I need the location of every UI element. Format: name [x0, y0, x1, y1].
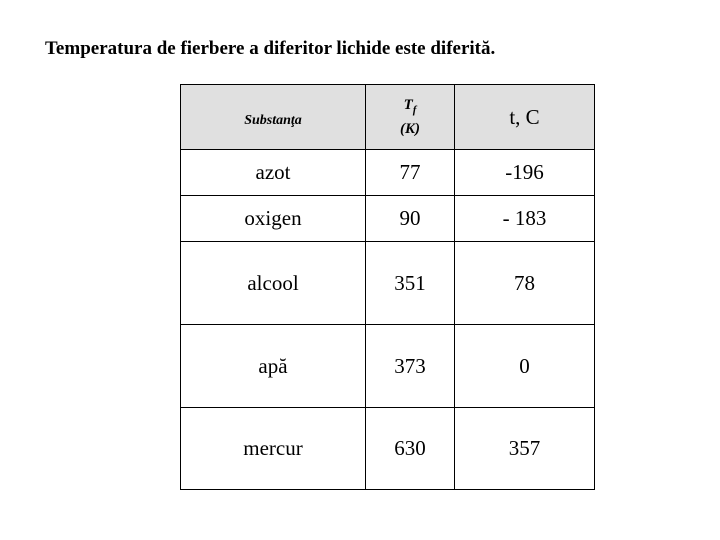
cell-kelvin: 373	[366, 325, 455, 408]
header-substance-label: Substanţa	[244, 112, 302, 128]
cell-celsius: 357	[455, 408, 595, 490]
table-header-row	[181, 85, 595, 150]
header-substance	[181, 85, 366, 150]
cell-celsius: 78	[455, 242, 595, 325]
cell-kelvin: 351	[366, 242, 455, 325]
page-title: Temperatura de fierbere a diferitor lichide este diferită.	[45, 38, 496, 59]
cell-celsius: -196	[455, 150, 595, 196]
cell-substance: azot	[181, 150, 366, 196]
table-row	[181, 150, 595, 196]
table-row	[181, 196, 595, 242]
cell-substance: apă	[181, 325, 366, 408]
cell-kelvin: 90	[366, 196, 455, 242]
cell-substance: oxigen	[181, 196, 366, 242]
boiling-point-table	[180, 84, 595, 490]
cell-celsius: 0	[455, 325, 595, 408]
header-tf-symbol: T	[403, 96, 413, 113]
table-row	[181, 325, 595, 408]
header-celsius-label: t, C	[509, 104, 540, 129]
table-row	[181, 242, 595, 325]
cell-kelvin: 77	[366, 150, 455, 196]
header-tf-subscript: f	[412, 103, 417, 116]
header-tf	[366, 85, 455, 150]
cell-celsius: - 183	[455, 196, 595, 242]
cell-substance: alcool	[181, 242, 366, 325]
cell-kelvin: 630	[366, 408, 455, 490]
header-tf-label	[400, 96, 420, 139]
cell-substance: mercur	[181, 408, 366, 490]
table-row	[181, 408, 595, 490]
header-celsius	[455, 85, 595, 150]
header-tf-unit: (K)	[400, 120, 420, 137]
